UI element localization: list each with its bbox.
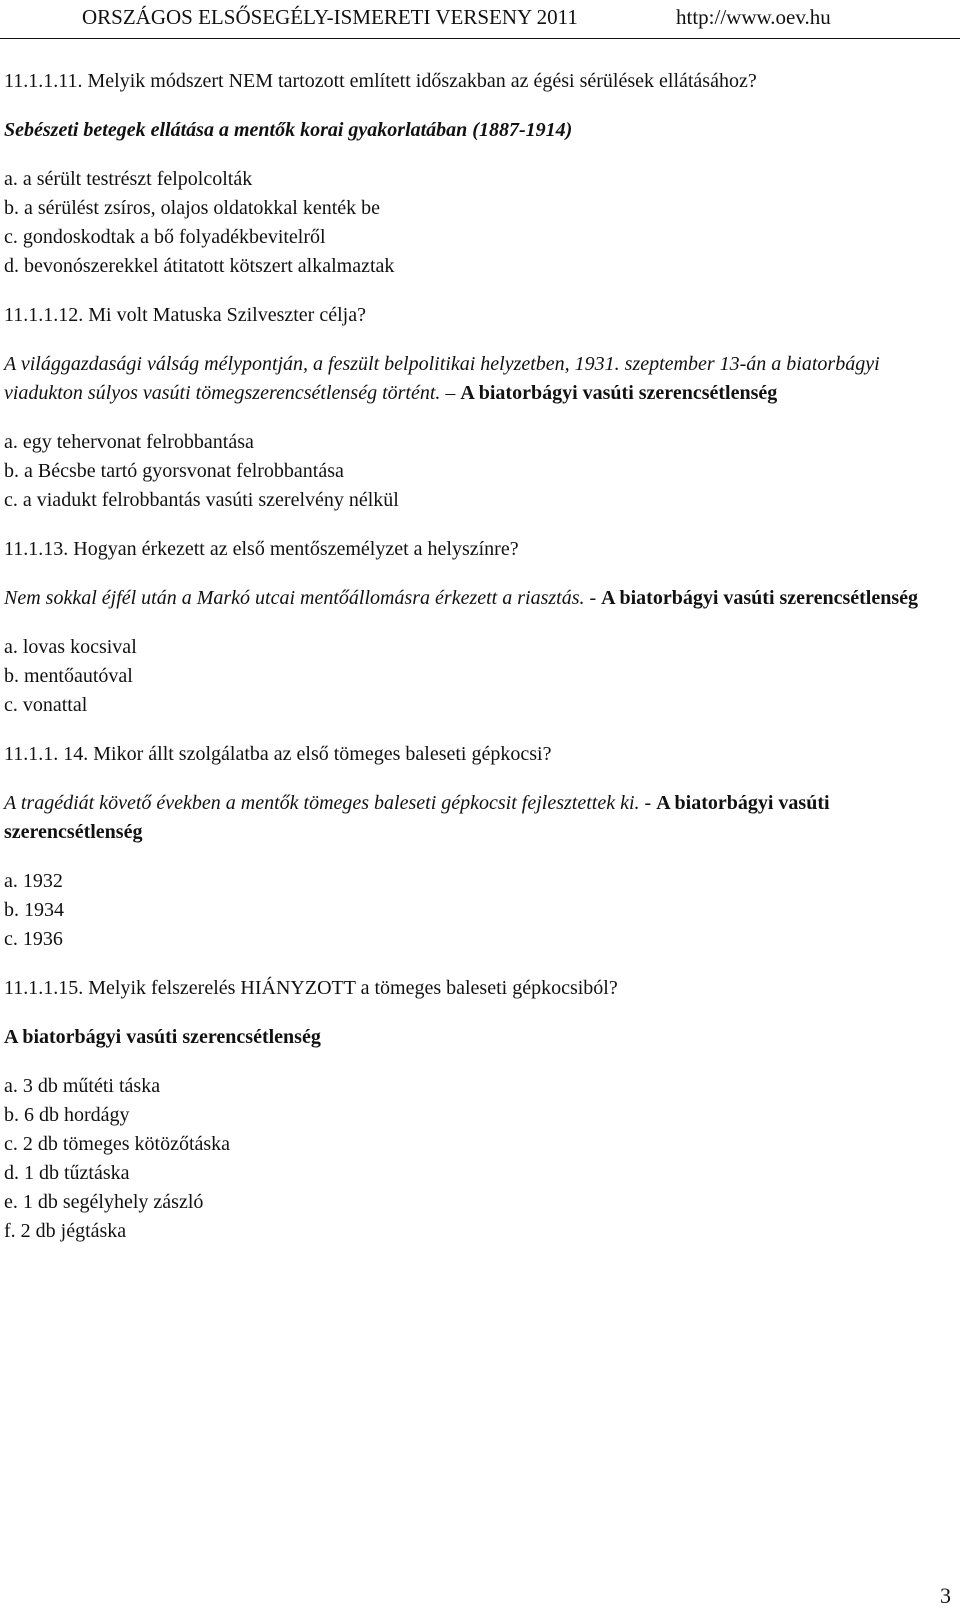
question-12-title: 11.1.1.12. Mi volt Matuska Szilveszter célja? xyxy=(4,304,366,326)
question-13-answers xyxy=(4,633,944,720)
question-14-context xyxy=(4,789,944,847)
context-source: A biatorbágyi vasúti szerencsétlenség xyxy=(460,382,778,404)
header-title: ORSZÁGOS ELSŐSEGÉLY-ISMERETI VERSENY 2011 xyxy=(82,5,578,29)
context-text: Nem sokkal éjfél után a Markó utcai mentőállomásra érkezett a riasztás. xyxy=(4,587,585,609)
answer-option: a. lovas kocsival xyxy=(4,636,137,658)
answer-option: c. vonattal xyxy=(4,694,88,716)
context-dash: - xyxy=(639,792,657,814)
answer-option: b. 1934 xyxy=(4,899,64,921)
answer-option: b. mentőautóval xyxy=(4,665,133,687)
answer-option: a. egy tehervonat felrobbantása xyxy=(4,431,254,453)
context-text: A világgazdasági válság mélypontján, a feszült belpolitikai helyzetben, 1931. szeptember 13-án a biatorbágyi viadukton súlyos vasúti tömegszerencsétlenség történt. xyxy=(4,353,880,404)
answer-option: c. gondoskodtak a bő folyadékbevitelről xyxy=(4,226,326,248)
question-14-answers xyxy=(4,867,944,954)
question-11-title: 11.1.1.11. Melyik módszert NEM tartozott említett időszakban az égési sérülések ellátásához? xyxy=(4,70,757,92)
context-dash: – xyxy=(440,382,461,404)
answer-option: f. 2 db jégtáska xyxy=(4,1220,127,1242)
answer-option: a. 1932 xyxy=(4,870,63,892)
question-13-title: 11.1.13. Hogyan érkezett az első mentőszemélyzet a helyszínre? xyxy=(4,538,519,560)
answer-option: b. a sérülést zsíros, olajos oldatokkal kenték be xyxy=(4,197,381,219)
page-header xyxy=(0,0,960,34)
context-text: A tragédiát követő években a mentők tömeges baleseti gépkocsit fejlesztettek ki. xyxy=(4,792,640,814)
context-dash: - xyxy=(584,587,602,609)
header-rule xyxy=(0,38,960,39)
question-15-title: 11.1.1.15. Melyik felszerelés HIÁNYZOTT a tömeges baleseti gépkocsiból? xyxy=(4,977,618,999)
document-body xyxy=(4,67,944,1266)
page-number: 3 xyxy=(940,1583,951,1608)
question-12-context xyxy=(4,350,944,408)
answer-option: d. 1 db tűztáska xyxy=(4,1162,130,1184)
question-15-context: A biatorbágyi vasúti szerencsétlenség xyxy=(4,1026,321,1048)
question-14-title: 11.1.1. 14. Mikor állt szolgálatba az első tömeges baleseti gépkocsi? xyxy=(4,743,552,765)
answer-option: b. a Bécsbe tartó gyorsvonat felrobbantása xyxy=(4,460,344,482)
answer-option: a. 3 db műtéti táska xyxy=(4,1075,161,1097)
answer-option: c. 1936 xyxy=(4,928,63,950)
answer-option: d. bevonószerekkel átitatott kötszert alkalmaztak xyxy=(4,255,395,277)
answer-option: c. a viadukt felrobbantás vasúti szerelvény nélkül xyxy=(4,489,399,511)
question-13-context xyxy=(4,584,944,613)
answer-option: a. a sérült testrészt felpolcolták xyxy=(4,168,253,190)
answer-option: e. 1 db segélyhely zászló xyxy=(4,1191,204,1213)
question-11-answers xyxy=(4,165,944,281)
question-11-context: Sebészeti betegek ellátása a mentők korai gyakorlatában (1887-1914) xyxy=(4,119,573,141)
answer-option: c. 2 db tömeges kötözőtáska xyxy=(4,1133,231,1155)
header-url: http://www.oev.hu xyxy=(676,5,831,29)
answer-option: b. 6 db hordágy xyxy=(4,1104,130,1126)
question-15-answers xyxy=(4,1072,944,1246)
context-source: A biatorbágyi vasúti szerencsétlenség xyxy=(601,587,918,609)
question-12-answers xyxy=(4,428,944,515)
context-source: A biatorbágyi vasúti szerencsétlenség xyxy=(4,792,830,843)
